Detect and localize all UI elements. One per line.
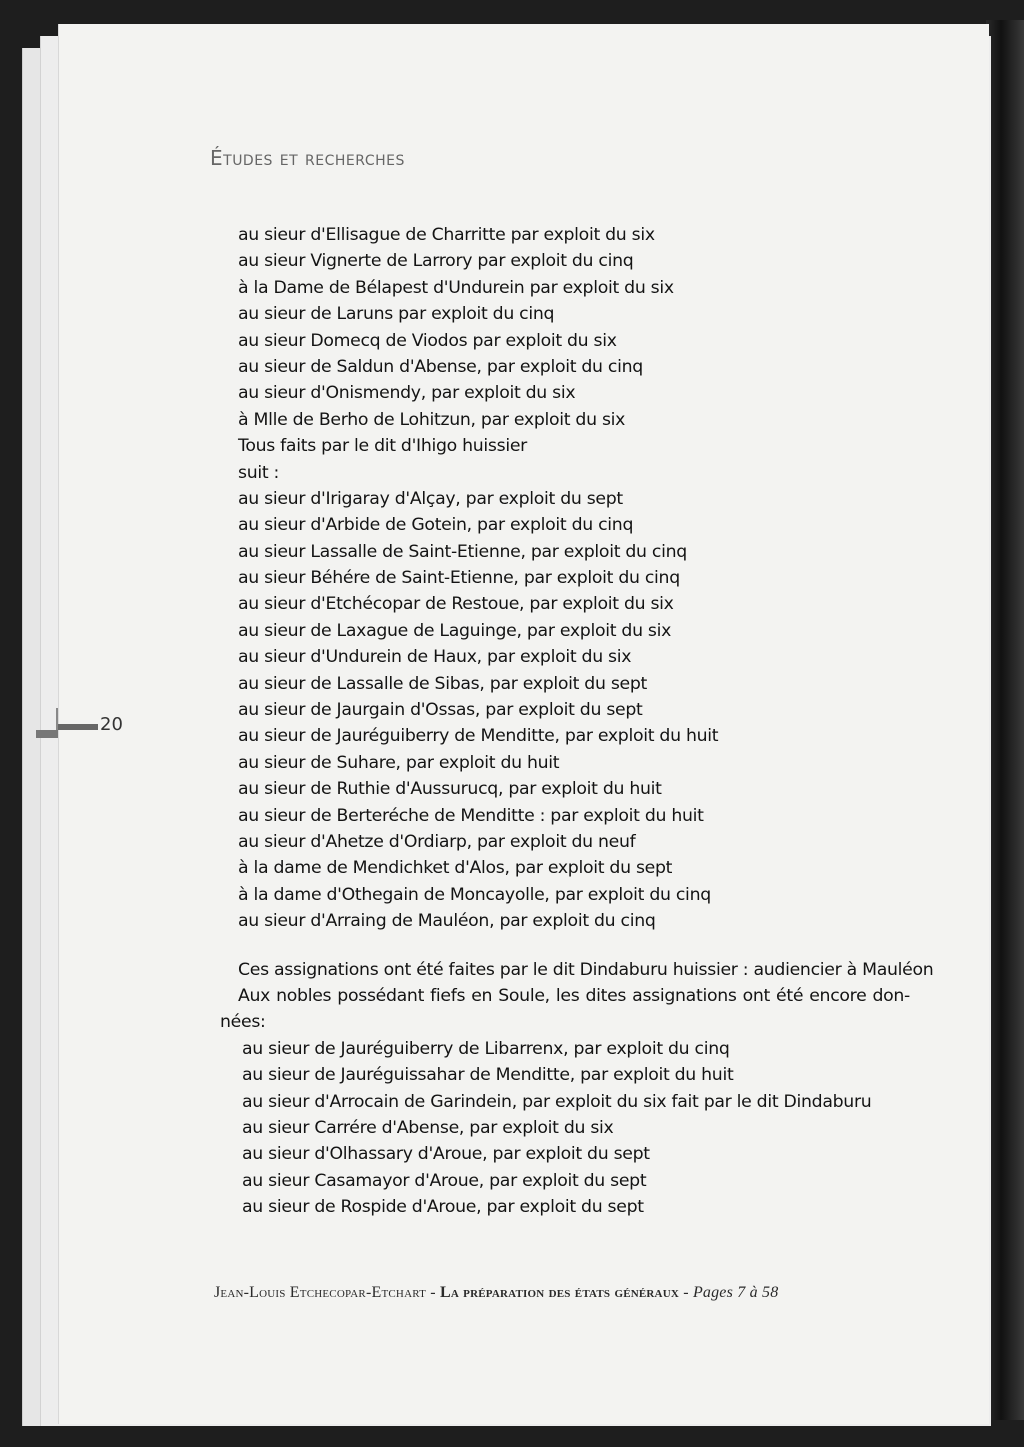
list-item: au sieur d'Olhassary d'Aroue, par exploit du sept xyxy=(242,1144,650,1165)
binding-edge xyxy=(986,20,1024,1420)
list-item: au sieur de Suhare, par exploit du huit xyxy=(238,752,560,773)
list-item: au sieur Casamayor d'Aroue, par exploit du sept xyxy=(242,1170,647,1191)
running-footer xyxy=(214,1284,778,1302)
list-item: au sieur Domecq de Viodos par exploit du six xyxy=(238,330,617,351)
list-item: au sieur d'Ellisague de Charritte par exploit du six xyxy=(238,225,655,245)
footer-pages: Pages 7 à 58 xyxy=(692,1284,779,1301)
list-item: au sieur Béhére de Saint-Etienne, par exploit du cinq xyxy=(238,568,680,589)
list-item: au sieur de Jauréguiberry de Menditte, par exploit du huit xyxy=(238,726,719,747)
list-item: Tous faits par le dit d'Ihigo huissier xyxy=(238,436,527,457)
section-header: Études et recherches xyxy=(210,146,405,170)
page-marker-icon xyxy=(30,708,110,748)
entry-list-nobles xyxy=(220,1036,930,1221)
list-item: au sieur Vignerte de Larrory par exploit du cinq xyxy=(238,251,634,272)
footer-separator: - xyxy=(679,1284,693,1301)
list-item: à la dame de Mendichket d'Alos, par exploit du sept xyxy=(238,858,673,879)
list-item: au sieur d'Onismendy, par exploit du six xyxy=(238,383,576,404)
paragraph-line: Aux nobles possédant fiefs en Soule, les dites assignations ont été encore don- xyxy=(238,985,910,1006)
list-item: au sieur d'Irigaray d'Alçay, par exploit du sept xyxy=(238,488,623,509)
list-item: au sieur de Jauréguissahar de Menditte, par exploit du huit xyxy=(242,1065,734,1086)
list-item: suit : xyxy=(238,462,280,483)
page-number: 20 xyxy=(100,714,123,735)
list-item: au sieur d'Arbide de Gotein, par exploit du cinq xyxy=(238,515,634,536)
list-item: au sieur Lassalle de Saint-Etienne, par exploit du cinq xyxy=(238,541,687,562)
footer-title: La préparation des états généraux xyxy=(439,1284,679,1301)
list-item: au sieur d'Arraing de Mauléon, par exploit du cinq xyxy=(238,911,656,932)
list-item: au sieur de Jauréguiberry de Libarrenx, par exploit du cinq xyxy=(242,1038,730,1059)
document-body xyxy=(220,222,934,1220)
list-item: au sieur d'Etchécopar de Restoue, par exploit du six xyxy=(238,594,674,615)
paragraph-line: Ces assignations ont été faites par le dit Dindaburu huissier : audiencier à Mauléon xyxy=(238,959,934,980)
list-item: à la dame d'Othegain de Moncayolle, par exploit du cinq xyxy=(238,884,711,905)
list-item: à la Dame de Bélapest d'Undurein par exploit du six xyxy=(238,277,674,298)
list-item: au sieur de Jaurgain d'Ossas, par exploit du sept xyxy=(238,700,643,721)
entry-list xyxy=(220,222,930,935)
paragraph xyxy=(220,957,934,1036)
footer-author: Jean-Louis Etchecopar-Etchart xyxy=(214,1284,427,1301)
list-item: au sieur de Laxague de Laguinge, par exploit du six xyxy=(238,620,672,641)
list-item: au sieur d'Arrocain de Garindein, par exploit du six fait par le dit Dindaburu xyxy=(242,1091,872,1112)
footer-separator: - xyxy=(426,1284,440,1301)
list-item: au sieur Carrére d'Abense, par exploit du six xyxy=(242,1117,614,1138)
list-item: au sieur d'Undurein de Haux, par exploit du six xyxy=(238,647,632,668)
paragraph-line: nées: xyxy=(220,1012,266,1033)
list-item: au sieur de Rospide d'Aroue, par exploit du sept xyxy=(242,1197,644,1218)
list-item: au sieur de Berteréche de Menditte : par exploit du huit xyxy=(238,805,704,826)
list-item: au sieur de Ruthie d'Aussurucq, par exploit du huit xyxy=(238,779,662,800)
list-item: au sieur d'Ahetze d'Ordiarp, par exploit du neuf xyxy=(238,831,636,852)
list-item: au sieur de Saldun d'Abense, par exploit du cinq xyxy=(238,356,643,377)
list-item: au sieur de Laruns par exploit du cinq xyxy=(238,304,555,325)
list-item: au sieur de Lassalle de Sibas, par exploit du sept xyxy=(238,673,647,694)
list-item: à Mlle de Berho de Lohitzun, par exploit du six xyxy=(238,409,626,430)
